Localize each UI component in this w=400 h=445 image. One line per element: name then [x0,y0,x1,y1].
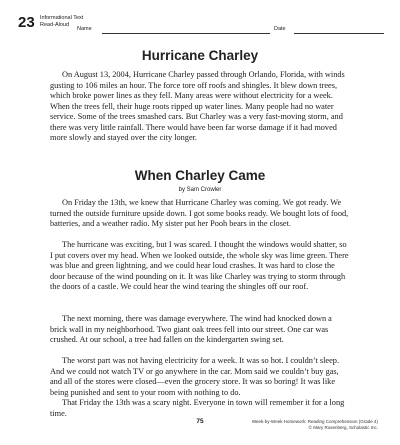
article2-paragraph-3: The next morning, there was damage everywhere. The wind had knocked down a brick wall in my neighborhood. Two giant oak trees fell into our street. One car was crushed. At our school, a tree had fallen on the kindergarten swing set. [50,314,332,344]
copyright-credit [252,419,378,430]
credit-line-1: Week-by-Week Homework: Reading Comprehension (Grade 4) [251,419,378,424]
article1-paragraph: On August 13, 2004, Hurricane Charley passed through Orlando, Florida, with winds gusting to 106 miles an hour. The force tore off roofs and shingles. It blew down trees, which broke power lines as they fell. Many areas were without electricity for a week. When the trees fell, their huge roots ripped up water lines. Many people had no water service. Some of the trees smashed cars. But Charley was a very fast-moving storm, and there was very little rainfall. There would have been far worse damage if it had moved more slowly and stayed over the city longer. [50,70,345,142]
article2-paragraph-5: That Friday the 13th was a scary night. Everyone in town will remember it for a long time. [50,398,345,418]
article2-paragraph-4: The worst part was not having electricity for a week. It was so hot. I couldn’t sleep. And we could not watch TV or go anywhere in the car. Mom said we couldn’t buy gas, and all of the stores were closed—even the grocery store. It was so boring! It was like being punished and sent to your room with nothing to do. [50,356,340,397]
article2-byline: by Sam Crowler [178,187,222,193]
article1-title: Hurricane Charley [141,48,259,63]
worksheet-header [18,14,384,36]
name-label: Name [77,26,92,32]
date-label: Date [274,26,286,32]
page-number: 75 [196,418,204,425]
lesson-number: 23 [18,14,35,31]
date-blank-line [294,33,384,34]
lesson-type-line2: Read-Aloud [40,22,70,28]
lesson-type-line1: Informational Text [40,15,84,21]
article2-title: When Charley Came [134,168,266,183]
credit-line-2: © Mary Rosenberg, Scholastic Inc. [308,424,378,430]
article2-paragraph-2: The hurricane was exciting, but I was scared. I thought the windows would shatter, so I put covers over my head. When we looked outside, the whole sky was lime green. There was blue and green lightning, and we could hear loud crashes. It was hard to close the door because of the wind pounding on it. It was like Charley was trying to storm through the doors of a castle. We could hear the wind tearing the shingles off our roof. [50,240,349,291]
article2-paragraph-1: On Friday the 13th, we knew that Hurricane Charley was coming. We got ready. We turned the outside furniture upside down. I got some books ready. We bought lots of food, batteries, and a weather radio. My sister put her Pooh bears in the closet. [50,198,349,228]
name-blank-line [102,33,270,34]
